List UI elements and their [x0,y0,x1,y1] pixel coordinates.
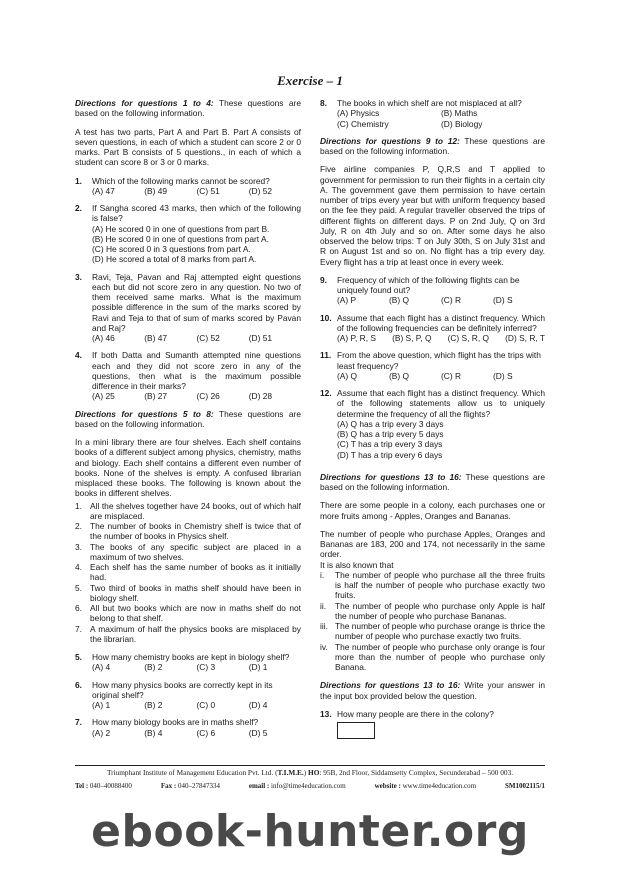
options: (A) P (B) Q (C) R (D) S [337,295,513,306]
options: (A) 47 (B) 49 (C) 51 (D) 52 [92,185,273,196]
list-item: 7. A maximum of half the physics books are misplaced by the librarian. [75,623,301,644]
passage-test: A test has two parts, Part A and Part B. Part A consists of seven questions, in each of which a student can score 2 or 0 marks. Part B consists of 5 questions., in each of which a student can score 8 or 3 or 0 marks. [75,126,301,168]
list-item: i. The number of people who purchase all the three fruits is half the number of people who purchase exactly two fruits. [320,569,545,601]
page-footer [75,765,545,790]
footer-address: Triumphant Institute of Management Education Pvt. Ltd. (T.I.M.E.) HO: 95B, 2nd Floor, Siddamsetty Complex, Secunderabad – 500 003. [106,768,514,777]
right-column [320,98,545,739]
options: (A) 2 (B) 4 (C) 6 (D) 5 [92,727,268,738]
footer-email: email : info@time4education.com [248,782,346,790]
options: (A) 46 (B) 47 (C) 52 (D) 51 [92,333,273,343]
question-2: 2. If Sangha scored 43 marks, then which of the following is false? (A) He scored 0 in one of questions from part B. (B) He scored 0 in one of questions from part A. (C) He scored 0 in 3 questions from part A. (D) He scored a total of 8 marks from part A. [75,203,301,265]
footer-fax: Fax : 040–27847334 [160,782,220,790]
answer-input-box[interactable] [337,722,375,739]
list-item: 4. Each shelf has the same number of books as it initially had. [75,562,301,583]
question-3: 3. Ravi, Teja, Pavan and Raj attempted eight questions each but did not score zero in any question. No two of them received same marks. What is the maximum possible difference in the sum of the marks scored by Ravi and Teja to that of sum of marks scored by Pavan and Raj? (A) 46 (B) 47 (C) 52 (D) 51 [75,271,301,343]
question-9: 9. Frequency of which of the following flights can be uniquely found out? (A) P (B) Q (C) R (D) S [320,275,545,306]
question-6: 6. How many physics books are correctly kept in its original shelf? (A) 1 (B) 2 (C) 0 (D) 4 [75,680,301,711]
directions-9-12: Directions for questions 9 to 12: These questions are based on the following information. [320,135,545,156]
passage-library: In a mini library there are four shelves. Each shelf contains books of a different subject among physics, chemistry, maths and biology. Each shelf contains a different even number of books. None of the shelves is empty. A confused librarian misplaced these books. The following is known about the books in different shelves. [75,437,301,499]
footer-tel: Tel : 040–40088400 [75,782,132,790]
directions-1-4: Directions for questions 1 to 4: These questions are based on the following information. [75,98,301,119]
facts-list [75,501,301,645]
list-item: iv. The number of people who purchase only orange is four more than the number of people who purchase only Banana. [320,641,545,672]
list-item: 6. All but two books which are now in maths shelf do not belong to that shelf. [75,603,301,624]
watermark: ebook-hunter.org [91,806,529,857]
directions-13-16: Directions for questions 13 to 16: These questions are based on the following information. [320,471,546,492]
list-item: 2. The number of books in Chemistry shelf is twice that of the number of books in Physics shelf. [75,521,301,542]
list-item: 1. All the shelves together have 24 books, out of which half are misplaced. [75,500,301,521]
footer-code: SM1002115/1 [504,782,545,790]
footer-contacts [75,782,545,790]
page-title: Exercise – 1 [277,73,343,88]
conditions-list [320,570,545,673]
options: (A) 4 (B) 2 (C) 3 (D) 1 [92,662,268,673]
options: (A) Q has a trip every 3 days (B) Q has a trip every 5 days (C) T has a trip every 3 days (D) T has a trip every 6 days [337,418,444,460]
list-item: 3. The books of any specific subject are placed in a maximum of two shelves. [75,541,301,562]
question-4: 4. If both Datta and Sumanth attempted nine questions each and they did not score zero in any of the questions, then what is the maximum possible difference in their marks? (A) 25 (B) 27 (C) 26 (D) 28 [75,350,301,402]
options: (A) P, R, S (B) S, P, Q (C) S, R, Q (D) S, R, T [337,333,545,343]
options: (A) He scored 0 in one of questions from part B. (B) He scored 0 in one of questions from part A. (C) He scored 0 in 3 questions from part A. (D) He scored a total of 8 marks from part A. [92,223,270,265]
passage-fruits: There are some people in a colony, each purchases one or more fruits among - Apples, Oranges and Bananas. [320,500,545,521]
question-1: 1. Which of the following marks cannot be scored? (A) 47 (B) 49 (C) 51 (D) 52 [75,176,301,197]
question-10: 10. Assume that each flight has a distinct frequency. Which of the following frequencies can be definitely inferred? (A) P, R, S (B) S, P, Q (C) S, R, Q (D) S, R, T [320,312,545,343]
options: (A) 25 (B) 27 (C) 26 (D) 28 [92,391,273,402]
question-11: 11. From the above question, which flight has the trips with least frequency? (A) Q (B) Q (C) R (D) S [320,350,545,381]
passage-fruits-counts: The number of people who purchase Apples, Oranges and Bananas are 183, 200 and 174, not necessarily in the same order. [320,528,545,560]
list-item: ii. The number of people who purchase only Apple is half the number of people who purchase Bananas. [320,600,545,621]
list-item: 5. Two third of books in maths shelf should have been in biology shelf. [75,582,301,603]
passage-known: It is also known that [320,559,394,570]
footer-website: website : www.time4education.com [374,782,477,790]
list-item: iii. The number of people who purchase orange is thrice the number of people who purchase exactly two fruits. [320,621,545,642]
question-12: 12. Assume that each flight has a distinct frequency. Which of the following statements allow us to uniquely determine the frequency of all the flights? (A) Q has a trip every 3 days (B) Q has a trip every 5 days (C) T has a trip every 3 days (D) T has a trip every 6 days [320,388,545,460]
directions-13-16-input: Directions for questions 13 to 16: Write your answer in the input box provided below the question. [320,680,545,701]
question-7: 7. How many biology books are in maths shelf? (A) 2 (B) 4 (C) 6 (D) 5 [75,717,301,738]
passage-airlines: Five airline companies P, Q,R,S and T applied to government for permission to run their flights in a certain city A. The government gave them permission to have certain number of trips every year but with uniform frequency based on the fee they paid. A regular traveller observed the trips of different flights on different days. P on 2nd July, Q on 3rd July, R on 4th July and so on. After some days he also observed the below trips: T on July 30th, S on July 31st and R on August 1st and so on. No flight has a trip every day. Every flight has a trip at least once in every week. [320,164,545,267]
question-8: 8. The books in which shelf are not misplaced at all? (A) Physics (B) Maths (C) Chemistry (D) Biology [320,98,545,129]
options: (A) Q (B) Q (C) R (D) S [337,370,513,381]
left-column [75,98,301,745]
question-5: 5. How many chemistry books are kept in biology shelf? (A) 4 (B) 2 (C) 3 (D) 1 [75,652,301,673]
directions-5-8: Directions for questions 5 to 8: These questions are based on the following information. [75,408,301,429]
options: (A) 1 (B) 2 (C) 0 (D) 4 [92,700,268,710]
options: (A) Physics (B) Maths (C) Chemistry (D) Biology [337,108,483,129]
question-13: 13. How many people are there in the colony? [320,708,494,719]
